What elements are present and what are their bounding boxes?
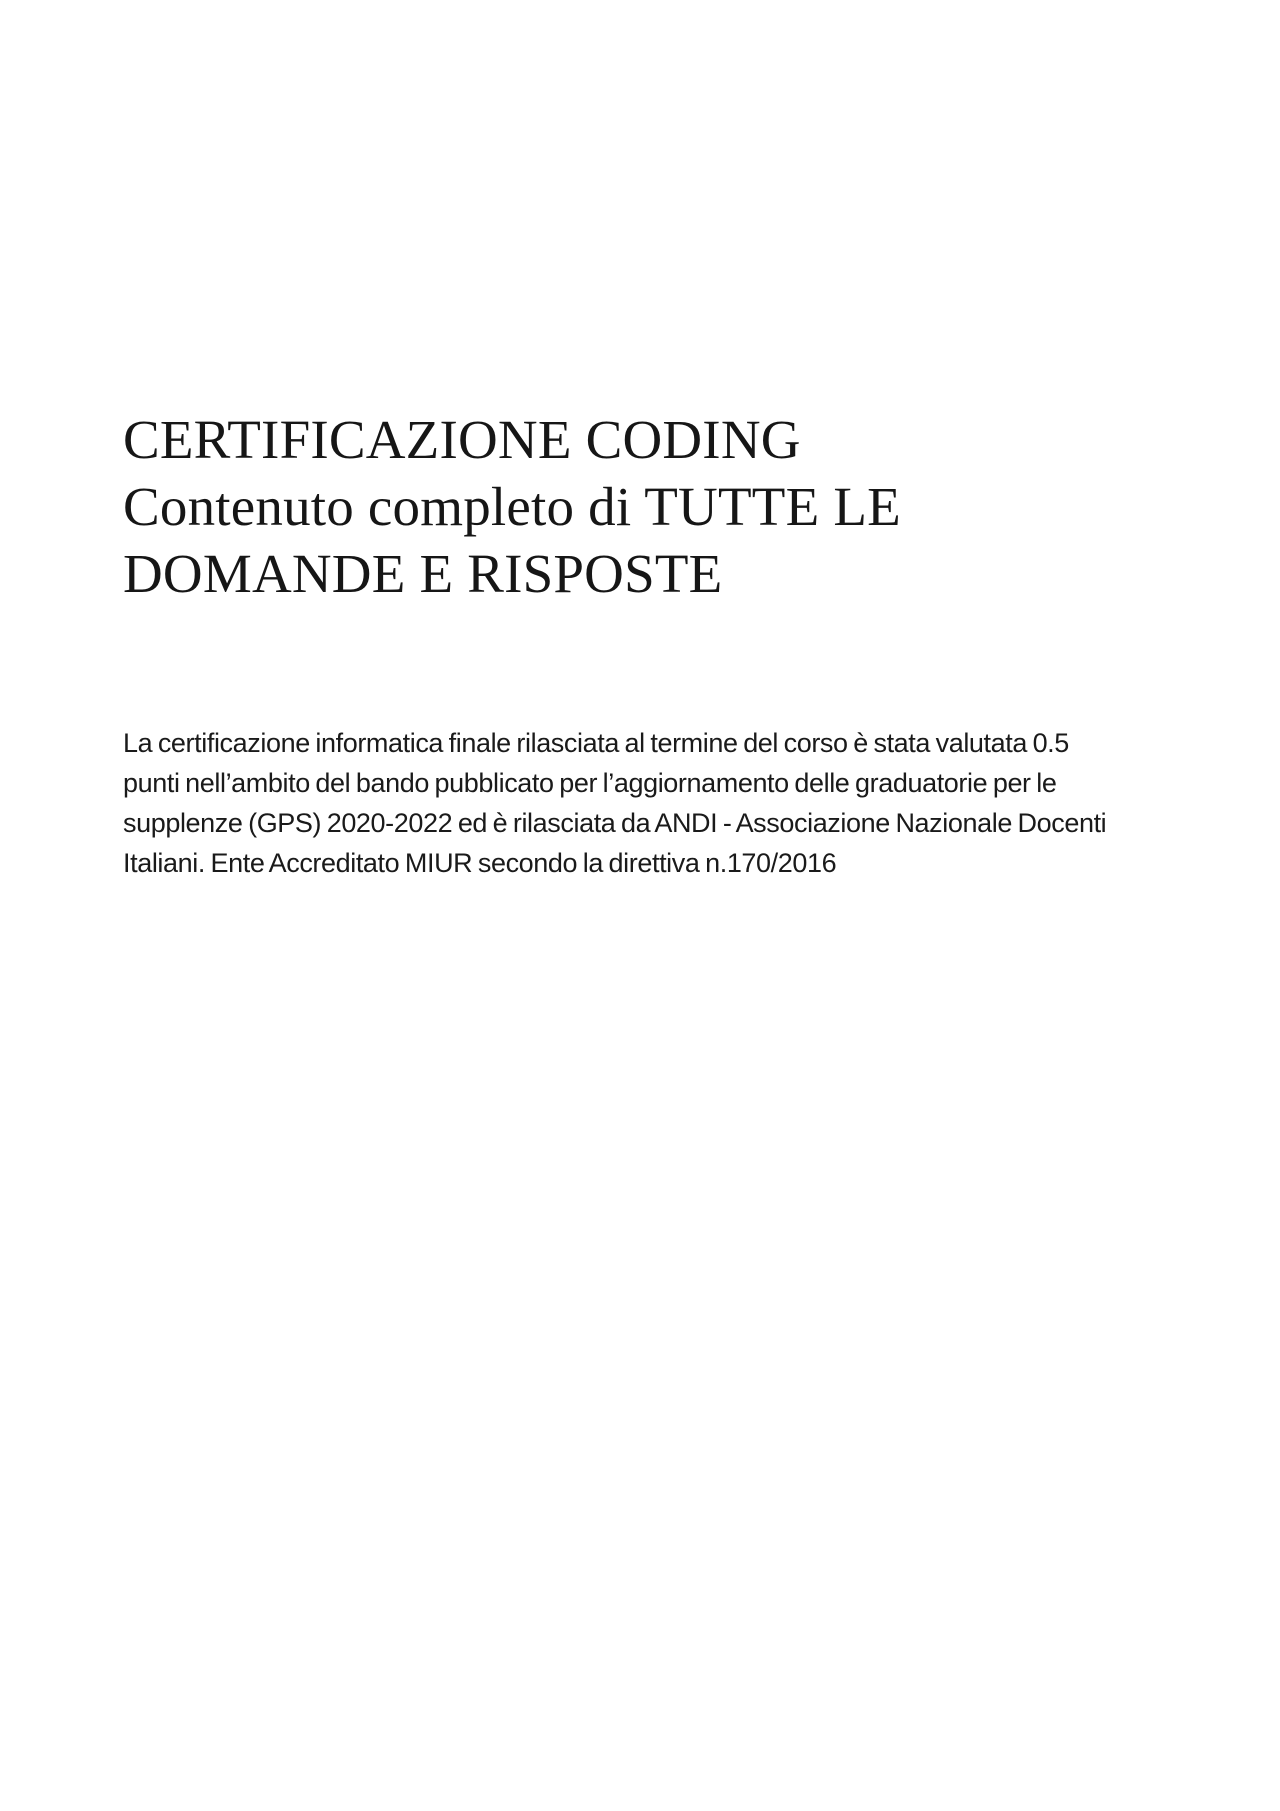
title-line-2: Contenuto completo di TUTTE LE [123, 476, 901, 537]
title-line-1: CERTIFICAZIONE CODING [123, 409, 801, 470]
paragraph-line-3: supplenze (GPS) 2020-2022 ed è rilasciata da ANDI - Associazione Nazionale Docenti [123, 808, 1107, 838]
intro-paragraph [123, 723, 1106, 883]
document-title [123, 406, 901, 607]
paragraph-line-1: La certificazione informatica finale rilasciata al termine del corso è stata valutata 0.5 [123, 728, 1069, 758]
paragraph-line-2: punti nell’ambito del bando pubblicato per l’aggiornamento delle graduatorie per le [123, 768, 1057, 798]
title-line-3: DOMANDE E RISPOSTE [123, 543, 723, 604]
paragraph-line-4: Italiani. Ente Accreditato MIUR secondo la direttiva n.170/2016 [123, 848, 837, 878]
